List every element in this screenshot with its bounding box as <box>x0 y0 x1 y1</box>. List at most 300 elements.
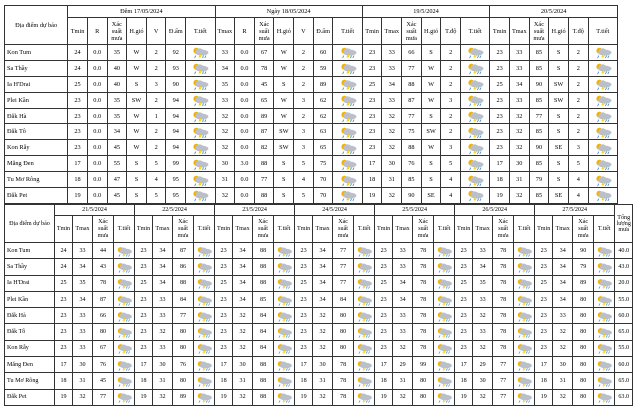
data-cell: 84 <box>253 340 274 356</box>
data-cell: 23 <box>490 92 510 108</box>
weather-cell <box>186 92 215 108</box>
sun-cloud-rain-thunder-icon <box>435 261 453 273</box>
data-cell: 2 <box>568 124 588 140</box>
data-cell: 23 <box>295 243 313 259</box>
total-rain-cell: 63.0 <box>615 389 633 405</box>
data-cell: 70 <box>313 188 333 204</box>
sun-cloud-rain-thunder-icon <box>465 62 485 74</box>
data-cell: 80 <box>173 340 194 356</box>
sun-cloud-rain-thunder-icon <box>190 94 210 106</box>
weather-cell <box>461 92 490 108</box>
sun-cloud-rain-thunder-icon <box>593 126 613 138</box>
data-cell: 32 <box>215 140 235 156</box>
column-header: Xác suất mưa <box>254 18 274 45</box>
weather-cell <box>434 308 455 324</box>
sun-cloud-rain-thunder-icon <box>275 391 293 403</box>
data-cell: 95 <box>166 172 186 188</box>
data-cell: 45 <box>107 188 127 204</box>
data-cell: 23 <box>362 45 382 61</box>
location-name: Sa Thầy <box>5 60 68 76</box>
data-cell: 24 <box>68 45 88 61</box>
table-row <box>5 172 618 188</box>
data-cell: 23 <box>490 124 510 140</box>
total-rain-cell: 65.0 <box>615 373 633 389</box>
data-cell: 86 <box>173 259 194 275</box>
data-cell: 0.0 <box>235 140 255 156</box>
data-cell: 2 <box>568 108 588 124</box>
data-cell: 88 <box>173 275 194 291</box>
sun-cloud-rain-thunder-icon <box>515 245 533 257</box>
table-row <box>5 308 633 324</box>
sun-cloud-rain-thunder-icon <box>593 78 613 90</box>
data-cell: SW <box>274 124 294 140</box>
data-cell: 78 <box>254 60 274 76</box>
column-header: H.gió <box>421 18 441 45</box>
column-header: T.độ <box>441 18 461 45</box>
data-cell: S <box>274 76 294 92</box>
weather-cell <box>354 373 375 389</box>
data-cell: 18 <box>295 373 313 389</box>
data-cell: 84 <box>253 308 274 324</box>
data-cell: 82 <box>254 140 274 156</box>
sun-cloud-rain-thunder-icon <box>595 261 613 273</box>
data-cell: 23 <box>68 124 88 140</box>
data-cell: S <box>549 124 569 140</box>
data-cell: 89 <box>173 389 194 405</box>
day-header: 23/5/2024 <box>215 205 295 216</box>
data-cell: 23 <box>490 140 510 156</box>
data-cell: 17 <box>455 357 473 373</box>
data-cell: 31 <box>73 373 93 389</box>
sun-cloud-rain-thunder-icon <box>465 110 485 122</box>
weather-cell <box>588 156 617 172</box>
data-cell: 18 <box>68 172 88 188</box>
sun-cloud-rain-thunder-icon <box>465 94 485 106</box>
column-header: T.tiết <box>354 216 375 243</box>
data-cell: W <box>421 76 441 92</box>
weather-cell <box>594 389 615 405</box>
weather-cell <box>194 373 215 389</box>
sun-cloud-rain-thunder-icon <box>190 158 210 170</box>
column-header: Tmin <box>455 216 473 243</box>
weather-cell <box>186 172 215 188</box>
sun-cloud-rain-thunder-icon <box>465 142 485 154</box>
weather-cell <box>461 45 490 61</box>
data-cell: 77 <box>493 389 514 405</box>
data-cell: 80 <box>573 373 594 389</box>
sun-cloud-rain-thunder-icon <box>355 261 373 273</box>
weather-cell <box>274 389 295 405</box>
column-header: Tmax <box>553 216 573 243</box>
data-cell: 94 <box>166 140 186 156</box>
data-cell: 32 <box>473 389 493 405</box>
column-header: T.tiết <box>588 18 617 45</box>
data-cell: 2 <box>294 60 314 76</box>
table-row <box>5 124 618 140</box>
data-cell: 23 <box>215 340 233 356</box>
data-cell: 23 <box>68 92 88 108</box>
data-cell: 84 <box>173 291 194 307</box>
data-cell: 0.0 <box>235 188 255 204</box>
data-cell: 77 <box>333 259 354 275</box>
column-header: Tmin <box>535 216 553 243</box>
data-cell: 2 <box>146 60 166 76</box>
weather-cell <box>194 308 215 324</box>
table-row <box>5 188 618 204</box>
sun-cloud-rain-thunder-icon <box>435 245 453 257</box>
data-cell: S <box>127 172 147 188</box>
data-cell: 3.0 <box>235 156 255 172</box>
forecast-table-extended-range <box>4 204 633 406</box>
column-header: T.tiết <box>461 18 490 45</box>
data-cell: 30 <box>215 156 235 172</box>
data-cell: 33 <box>509 45 529 61</box>
weather-cell <box>274 324 295 340</box>
data-cell: S <box>421 45 441 61</box>
day-header: 25/5/2024 <box>375 205 455 216</box>
data-cell: 34 <box>382 76 402 92</box>
sun-cloud-rain-thunder-icon <box>593 158 613 170</box>
data-cell: W <box>274 108 294 124</box>
column-header: Tmax <box>382 18 402 45</box>
data-cell: 23 <box>490 60 510 76</box>
weather-cell <box>333 172 362 188</box>
data-cell: 5 <box>568 156 588 172</box>
sun-cloud-rain-thunder-icon <box>195 359 213 371</box>
sun-cloud-rain-thunder-icon <box>593 174 613 186</box>
table-row <box>5 389 633 405</box>
table-row <box>5 340 633 356</box>
weather-cell <box>274 243 295 259</box>
sun-cloud-rain-thunder-icon <box>465 174 485 186</box>
data-cell: 23 <box>535 259 553 275</box>
sun-cloud-rain-thunder-icon <box>593 62 613 74</box>
location-name: Đăk Hà <box>5 108 68 124</box>
data-cell: 89 <box>573 275 594 291</box>
weather-cell <box>514 373 535 389</box>
data-cell: 3 <box>294 124 314 140</box>
data-cell: 19 <box>55 389 73 405</box>
weather-cell <box>114 389 135 405</box>
weather-cell <box>333 124 362 140</box>
data-cell: S <box>127 188 147 204</box>
data-cell: 30 <box>382 156 402 172</box>
sun-cloud-rain-thunder-icon <box>115 310 133 322</box>
data-cell: 35 <box>107 108 127 124</box>
data-cell: 33 <box>393 324 413 340</box>
location-name: Đăk Hà <box>5 308 55 324</box>
data-cell: 33 <box>473 324 493 340</box>
data-cell: 93 <box>166 60 186 76</box>
column-header: Tmin <box>68 18 88 45</box>
sun-cloud-rain-thunder-icon <box>195 375 213 387</box>
total-rain-header: Tổng lượng mưa <box>615 205 633 243</box>
weather-cell <box>354 357 375 373</box>
column-header: R <box>87 18 107 45</box>
data-cell: 23 <box>535 324 553 340</box>
column-header: R <box>235 18 255 45</box>
data-cell: 55 <box>107 156 127 172</box>
data-cell: 23 <box>455 340 473 356</box>
data-cell: 77 <box>173 308 194 324</box>
weather-cell <box>333 92 362 108</box>
total-rain-cell: 43.0 <box>615 259 633 275</box>
data-cell: 35 <box>107 92 127 108</box>
weather-cell <box>274 275 295 291</box>
sun-cloud-rain-thunder-icon <box>275 294 293 306</box>
data-cell: 1 <box>146 108 166 124</box>
data-cell: 75 <box>313 156 333 172</box>
weather-cell <box>594 259 615 275</box>
weather-cell <box>434 243 455 259</box>
weather-cell <box>194 275 215 291</box>
sun-cloud-rain-thunder-icon <box>515 342 533 354</box>
day-header: 26/5/2024 <box>455 205 535 216</box>
sun-cloud-rain-thunder-icon <box>465 158 485 170</box>
column-header: Xác suất mưa <box>402 18 422 45</box>
data-cell: 80 <box>333 340 354 356</box>
column-header: Tmin <box>362 18 382 45</box>
sun-cloud-rain-thunder-icon <box>275 277 293 289</box>
data-cell: 78 <box>493 291 514 307</box>
total-rain-cell: 55.0 <box>615 291 633 307</box>
data-cell: 23 <box>375 291 393 307</box>
data-cell: 19 <box>295 389 313 405</box>
sun-cloud-rain-thunder-icon <box>115 342 133 354</box>
data-cell: 23 <box>295 340 313 356</box>
weather-cell <box>333 76 362 92</box>
data-cell: 23 <box>362 92 382 108</box>
sun-cloud-rain-thunder-icon <box>195 326 213 338</box>
data-cell: 30 <box>153 357 173 373</box>
data-cell: 80 <box>573 324 594 340</box>
weather-cell <box>114 357 135 373</box>
sun-cloud-rain-thunder-icon <box>275 375 293 387</box>
data-cell: W <box>274 45 294 61</box>
total-rain-cell: 60.0 <box>615 357 633 373</box>
table-row <box>5 243 633 259</box>
sun-cloud-rain-thunder-icon <box>275 326 293 338</box>
weather-cell <box>588 76 617 92</box>
data-cell: 80 <box>93 324 114 340</box>
weather-cell <box>114 324 135 340</box>
period-header: Ngày 18/05/2024 <box>215 6 362 18</box>
data-cell: 75 <box>402 124 422 140</box>
data-cell: 2 <box>146 140 166 156</box>
data-cell: 80 <box>573 340 594 356</box>
sun-cloud-rain-thunder-icon <box>593 94 613 106</box>
data-cell: 23 <box>295 308 313 324</box>
data-cell: 31 <box>313 373 333 389</box>
data-cell: 78 <box>493 243 514 259</box>
sun-cloud-rain-thunder-icon <box>515 277 533 289</box>
weather-cell <box>514 259 535 275</box>
sun-cloud-rain-thunder-icon <box>595 294 613 306</box>
data-cell: 33 <box>382 60 402 76</box>
data-cell: 2 <box>441 124 461 140</box>
weather-cell <box>588 92 617 108</box>
data-cell: 2 <box>568 60 588 76</box>
total-rain-cell: 60.0 <box>615 308 633 324</box>
location-name: Kon Rẫy <box>5 140 68 156</box>
sun-cloud-rain-thunder-icon <box>435 342 453 354</box>
data-cell: 76 <box>402 156 422 172</box>
sun-cloud-rain-thunder-icon <box>338 158 358 170</box>
data-cell: 2 <box>294 45 314 61</box>
sun-cloud-rain-thunder-icon <box>338 46 358 58</box>
weather-cell <box>333 45 362 61</box>
data-cell: 23 <box>68 108 88 124</box>
data-cell: 33 <box>553 308 573 324</box>
data-cell: 77 <box>333 243 354 259</box>
weather-cell <box>588 124 617 140</box>
data-cell: 25 <box>295 275 313 291</box>
data-cell: W <box>127 108 147 124</box>
column-header: Tmax <box>215 18 235 45</box>
data-cell: 34 <box>313 291 333 307</box>
data-cell: SW <box>127 92 147 108</box>
data-cell: 23 <box>375 259 393 275</box>
sun-cloud-rain-thunder-icon <box>275 310 293 322</box>
weather-cell <box>588 45 617 61</box>
data-cell: 19 <box>535 389 553 405</box>
data-cell: 17 <box>295 357 313 373</box>
sun-cloud-rain-thunder-icon <box>465 126 485 138</box>
data-cell: 0.0 <box>235 124 255 140</box>
sun-cloud-rain-thunder-icon <box>275 359 293 371</box>
data-cell: 34 <box>393 275 413 291</box>
weather-cell <box>274 373 295 389</box>
data-cell: SE <box>421 188 441 204</box>
data-cell: 67 <box>254 45 274 61</box>
data-cell: 94 <box>166 124 186 140</box>
data-cell: 24 <box>68 60 88 76</box>
sun-cloud-rain-thunder-icon <box>465 78 485 90</box>
data-cell: W <box>127 124 147 140</box>
data-cell: 2 <box>146 124 166 140</box>
data-cell: S <box>549 60 569 76</box>
data-cell: 88 <box>253 275 274 291</box>
data-cell: 85 <box>529 156 549 172</box>
data-cell: 25 <box>215 275 233 291</box>
data-cell: 32 <box>553 324 573 340</box>
data-cell: 5 <box>294 156 314 172</box>
data-cell: 23 <box>490 108 510 124</box>
location-name: Plei Kần <box>5 92 68 108</box>
sun-cloud-rain-thunder-icon <box>593 46 613 58</box>
data-cell: 33 <box>73 324 93 340</box>
column-header: H.gió <box>549 18 569 45</box>
data-cell: 90 <box>402 188 422 204</box>
weather-cell <box>594 243 615 259</box>
data-cell: 2 <box>294 108 314 124</box>
data-cell: 18 <box>490 172 510 188</box>
data-cell: 99 <box>413 357 434 373</box>
data-cell: 45 <box>93 373 114 389</box>
data-cell: 40 <box>107 60 127 76</box>
data-cell: 88 <box>254 156 274 172</box>
sun-cloud-rain-thunder-icon <box>595 342 613 354</box>
data-cell: 25 <box>455 275 473 291</box>
data-cell: 34 <box>313 275 333 291</box>
sun-cloud-rain-thunder-icon <box>435 310 453 322</box>
data-cell: 5 <box>441 156 461 172</box>
data-cell: 34 <box>313 243 333 259</box>
sun-cloud-rain-thunder-icon <box>190 110 210 122</box>
column-header: Tmax <box>473 216 493 243</box>
column-header: H.gió <box>127 18 147 45</box>
data-cell: 60 <box>313 45 333 61</box>
data-cell: 80 <box>333 324 354 340</box>
column-header: V <box>146 18 166 45</box>
table-row <box>5 357 633 373</box>
data-cell: 77 <box>254 172 274 188</box>
weather-cell <box>594 373 615 389</box>
data-cell: SW <box>274 140 294 156</box>
data-cell: 78 <box>333 389 354 405</box>
data-cell: 87 <box>173 243 194 259</box>
data-cell: 23 <box>215 243 233 259</box>
sun-cloud-rain-thunder-icon <box>435 359 453 371</box>
sun-cloud-rain-thunder-icon <box>195 245 213 257</box>
data-cell: 95 <box>166 188 186 204</box>
data-cell: 85 <box>529 45 549 61</box>
data-cell: 33 <box>393 243 413 259</box>
data-cell: 88 <box>253 259 274 275</box>
data-cell: 25 <box>362 76 382 92</box>
data-cell: 32 <box>393 389 413 405</box>
data-cell: 33 <box>153 308 173 324</box>
data-cell: S <box>549 45 569 61</box>
sun-cloud-rain-thunder-icon <box>115 375 133 387</box>
data-cell: 30 <box>73 357 93 373</box>
data-cell: 35 <box>473 275 493 291</box>
data-cell: S <box>274 156 294 172</box>
weather-cell <box>594 275 615 291</box>
table-row <box>5 324 633 340</box>
sun-cloud-rain-thunder-icon <box>115 261 133 273</box>
sun-cloud-rain-thunder-icon <box>435 326 453 338</box>
weather-cell <box>434 389 455 405</box>
data-cell: 62 <box>313 108 333 124</box>
data-cell: 45 <box>107 140 127 156</box>
weather-cell <box>333 156 362 172</box>
sun-cloud-rain-thunder-icon <box>593 110 613 122</box>
sun-cloud-rain-thunder-icon <box>435 294 453 306</box>
data-cell: 24 <box>55 259 73 275</box>
sun-cloud-rain-thunder-icon <box>275 245 293 257</box>
data-cell: S <box>421 172 441 188</box>
data-cell: 23 <box>295 291 313 307</box>
column-header: Tmax <box>313 216 333 243</box>
data-cell: 78 <box>493 308 514 324</box>
sun-cloud-rain-thunder-icon <box>515 294 533 306</box>
data-cell: 84 <box>253 324 274 340</box>
data-cell: 23 <box>455 259 473 275</box>
weather-cell <box>514 275 535 291</box>
data-cell: 32 <box>509 140 529 156</box>
data-cell: 23 <box>490 45 510 61</box>
sun-cloud-rain-thunder-icon <box>595 391 613 403</box>
column-header: Tmin <box>135 216 153 243</box>
weather-cell <box>114 243 135 259</box>
data-cell: 23 <box>55 340 73 356</box>
location-header: Địa điểm dự báo <box>5 6 68 45</box>
data-cell: 90 <box>166 76 186 92</box>
data-cell: 78 <box>413 308 434 324</box>
location-name: Sa Thầy <box>5 259 55 275</box>
data-cell: 32 <box>215 108 235 124</box>
